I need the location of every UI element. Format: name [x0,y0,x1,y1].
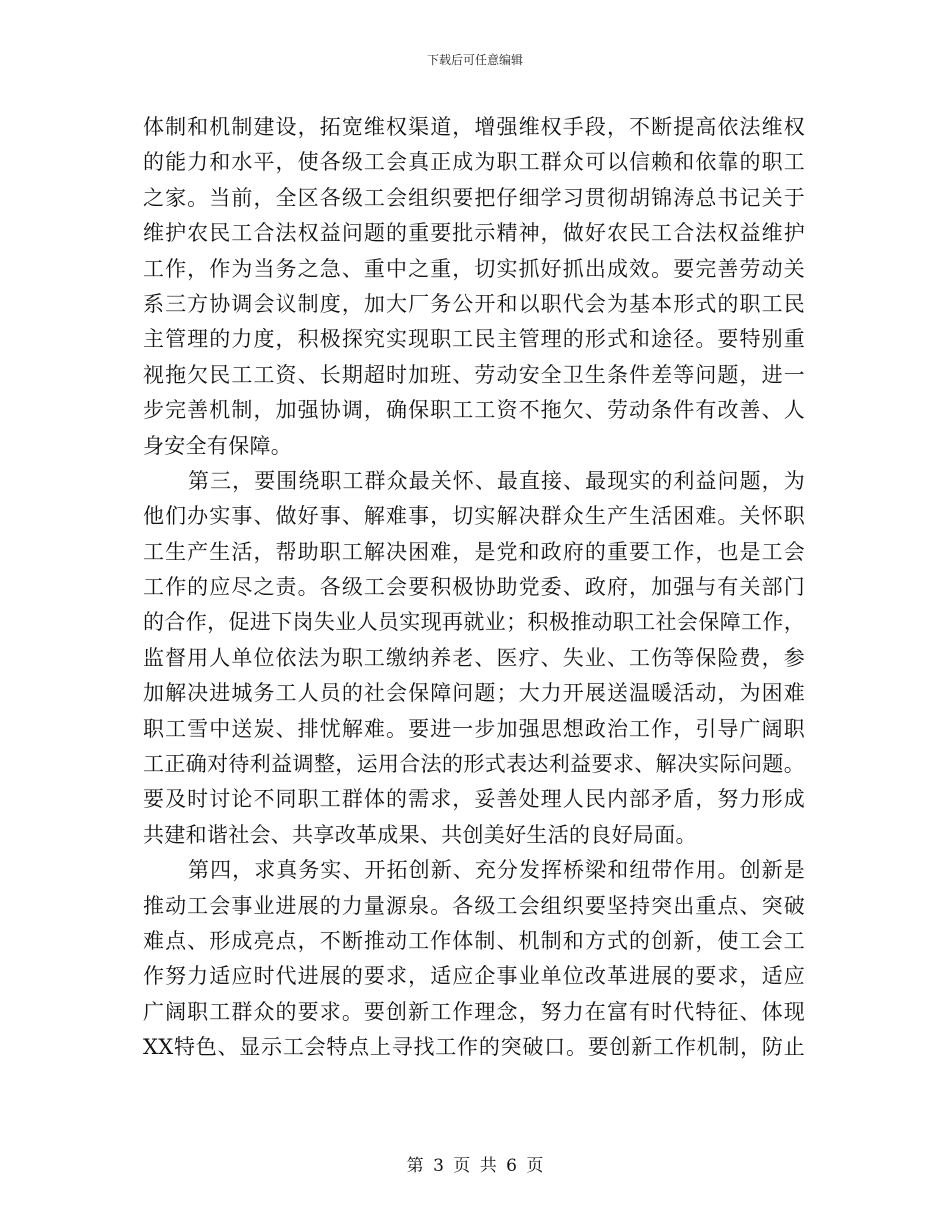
text-line: 体制和机制建设，拓宽维权渠道，增强维权手段，不断提高依法维权 [143,115,805,139]
text-line: 步完善机制，加强协调，确保职工工资不拖欠、劳动条件有改善、人 [143,398,805,423]
paragraph [143,853,805,1065]
page-header [0,52,950,68]
text-line: 作努力适应时代进展的要求，适应企事业单位改革进展的要求，适应 [143,964,805,989]
text-line: 的合作，促进下岗失业人员实现再就业；积极推动职工社会保障工作， [143,610,805,635]
paragraph [143,110,805,464]
text-line: 身安全有保障。 [143,433,293,458]
header-note: 下载后可任意编辑 [426,53,523,67]
text-line: 共建和谐社会、共享改革成果、共创美好生活的良好局面。 [143,822,697,847]
text-line: 工正确对待利益调整，运用合法的形式表达利益要求、解决实际问题。 [143,752,805,777]
text-line: 推动工会事业进展的力量源泉。各级工会组织要坚持突出重点、突破 [143,893,805,918]
text-line: 加解决进城务工人员的社会保障问题；大力开展送温暖活动，为困难 [143,681,805,706]
page-footer [0,1155,950,1177]
page-number-label: 第 3 页 共 6 页 [406,1156,544,1176]
text-line: 工生产生活，帮助职工解决困难，是党和政府的重要工作，也是工会 [143,539,805,564]
text-line: 系三方协调会议制度，加大厂务公开和以职代会为基本形式的职工民 [143,291,805,316]
text-line: 工作，作为当务之急、重中之重，切实抓好抓出成效。要完善劳动关 [143,256,805,281]
text-line: 主管理的力度，积极探究实现职工民主管理的形式和途径。要特别重 [143,327,805,352]
text-line: 监督用人单位依法为职工缴纳养老、医疗、失业、工伤等保险费，参 [143,645,805,670]
text-line: XX特色、显示工会特点上寻找工作的突破口。要创新工作机制，防止 [143,1035,805,1060]
text-line: 视拖欠民工工资、长期超时加班、劳动安全卫生条件差等问题，进一 [143,362,805,387]
text-line: 第四，求真务实、开拓创新、充分发挥桥梁和纽带作用。创新是 [188,858,805,883]
text-line: 第三，要围绕职工群众最关怀、最直接、最现实的利益问题，为 [188,468,805,493]
text-line: 广阔职工群众的要求。要创新工作理念，努力在富有时代特征、体现 [143,999,805,1024]
text-line: 维护农民工合法权益问题的重要批示精神，做好农民工合法权益维护 [143,221,805,246]
paragraph [143,464,805,853]
text-line: 要及时讨论不同职工群体的需求，妥善处理人民内部矛盾，努力形成 [143,787,805,812]
text-line: 他们办实事、做好事、解难事，切实解决群众生产生活困难。关怀职 [143,504,805,529]
text-line: 之家。当前，全区各级工会组织要把仔细学习贯彻胡锦涛总书记关于 [143,185,805,210]
text-line: 的能力和水平，使各级工会真正成为职工群众可以信赖和依靠的职工 [143,150,805,175]
text-line: 职工雪中送炭、排忧解难。要进一步加强思想政治工作，引导广阔职 [143,716,805,741]
document-body [143,110,805,1066]
text-line: 工作的应尽之责。各级工会要积极协助党委、政府，加强与有关部门 [143,575,805,600]
text-line: 难点、形成亮点，不断推动工作体制、机制和方式的创新，使工会工 [143,928,805,953]
